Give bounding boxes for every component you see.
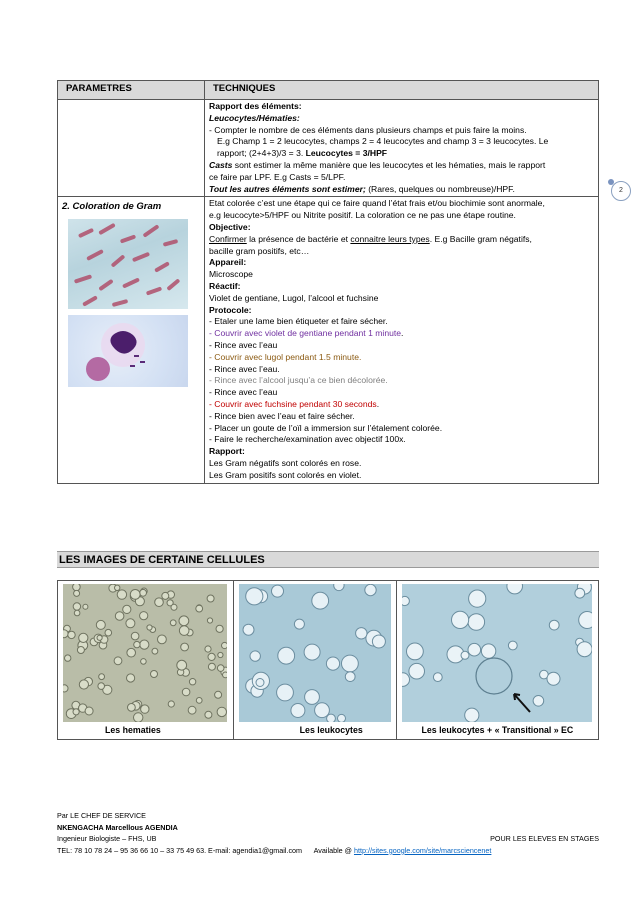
footer-website-link[interactable]: http://sites.google.com/site/marcsciencenet xyxy=(353,845,492,855)
objective-end: . E.g Bacille gram négatifs, xyxy=(429,233,532,244)
cell-shape xyxy=(73,603,80,610)
cell-shape xyxy=(291,704,305,718)
tout-term: Tout les autres éléments sont estimer; xyxy=(209,183,366,194)
caption-leukocytes: Les leukocytes xyxy=(299,725,363,735)
table-header-row xyxy=(58,81,599,100)
cell-shape xyxy=(141,705,149,713)
cell-shape xyxy=(223,672,228,678)
cell-images-row xyxy=(58,581,599,740)
cell-shape xyxy=(128,704,136,712)
param-cell-gram xyxy=(58,197,205,483)
example-line-1: E.g Champ 1 = 2 leucocytes, champs 2 = 4 leucocytes and champ 3 = 3 leucocytes. Le xyxy=(217,136,549,147)
caption-hematies: Les hematies xyxy=(105,725,161,735)
cell-shape xyxy=(245,588,262,605)
footer-role: Ingenieur Biologiste – FHS, UB xyxy=(57,834,157,844)
cell-shape xyxy=(80,680,89,689)
cell-shape xyxy=(294,619,304,629)
cell-shape xyxy=(509,641,518,650)
footer xyxy=(57,810,599,856)
cell-shape xyxy=(79,633,88,642)
cell-shape xyxy=(196,605,203,612)
cell-shape xyxy=(83,604,88,609)
cell-shape xyxy=(85,707,93,715)
appareil-value: Microscope xyxy=(209,269,253,280)
cell-shape xyxy=(304,644,320,660)
cell-shape xyxy=(579,612,592,629)
protocole-label: Protocole: xyxy=(209,304,252,315)
cell-shape xyxy=(276,684,293,701)
transitional-photo xyxy=(402,584,592,722)
cell-shape xyxy=(222,642,228,648)
cell-shape xyxy=(105,629,112,636)
protocol-step xyxy=(209,399,594,411)
cell-shape xyxy=(126,619,135,628)
cell-shape xyxy=(402,596,409,605)
cell-shape xyxy=(337,714,345,722)
cell-shape xyxy=(217,707,226,716)
image-cell-transitional xyxy=(396,581,598,740)
cell-shape xyxy=(547,672,560,685)
cell-shape xyxy=(65,655,71,661)
cell-shape xyxy=(465,708,479,722)
cell-shape xyxy=(326,657,339,670)
cell-shape xyxy=(179,616,189,626)
reactif-value: Violet de gentiane, Lugol, l’alcool et fuchsine xyxy=(209,292,379,303)
cell-shape xyxy=(117,590,126,599)
cell-shape xyxy=(190,679,196,685)
cell-shape xyxy=(99,674,105,680)
step-fuchsine: - Couvrir avec fuchsine pendant 30 seconds xyxy=(209,398,377,409)
table-row xyxy=(58,100,599,197)
cell-shape xyxy=(134,641,140,647)
cell-shape xyxy=(115,585,120,590)
appareil-label: Appareil: xyxy=(209,257,247,268)
cell-shape xyxy=(311,592,328,609)
cell-shape xyxy=(151,671,158,678)
cell-shape xyxy=(140,612,148,620)
cell-shape xyxy=(73,584,81,591)
cell-shape xyxy=(78,647,85,654)
objective-mid: la présence de bactérie et xyxy=(246,233,351,244)
cell-shape xyxy=(140,640,149,649)
cell-shape xyxy=(468,643,481,656)
compter-line: - Compter le nombre de ces éléments dans plusieurs champs et puis faire la moins. xyxy=(209,124,527,135)
cell-shape xyxy=(469,590,486,607)
gram-param-label: 2. Coloration de Gram xyxy=(62,201,162,213)
cell-shape xyxy=(131,590,141,600)
cell-shape xyxy=(209,663,216,670)
cell-shape xyxy=(158,635,167,644)
cell-shape xyxy=(147,625,152,630)
tout-text: (Rares, quelques ou nombreuse)/HPF. xyxy=(365,183,515,194)
cell-shape xyxy=(205,711,212,718)
cell-shape xyxy=(181,643,189,651)
cell-shape xyxy=(482,644,496,658)
cell-shape xyxy=(132,632,140,640)
cell-shape xyxy=(63,685,68,692)
cell-shape xyxy=(461,651,469,659)
gram-intro-2: e.g leucocyte>5/HPF ou Nitrite positif. La coloration ce ne pas une étape routine. xyxy=(209,210,516,221)
cell-shape xyxy=(171,620,177,626)
casts-line xyxy=(209,160,594,172)
transitional-cell-shape xyxy=(476,658,512,694)
header-techniques: TECHNIQUES xyxy=(205,81,599,100)
confirmer-text: Confirmer xyxy=(209,233,247,244)
cell-shape xyxy=(215,691,222,698)
cell-shape xyxy=(575,588,585,598)
image-cell-leukocytes xyxy=(233,581,396,740)
cell-shape xyxy=(409,663,425,679)
cell-images-table xyxy=(57,580,599,740)
cell-shape xyxy=(333,584,343,591)
cell-shape xyxy=(75,610,81,616)
cell-shape xyxy=(314,703,329,718)
technique-cell xyxy=(205,100,599,197)
footer-contact: TEL: 78 10 78 24 – 95 36 66 10 – 33 75 49 63. E-mail: agendia1@gmail.com xyxy=(57,845,303,855)
casts-text: sont estimer la même manière que les leucocytes et les hématies, mais le rapport xyxy=(232,159,546,170)
cell-shape xyxy=(152,648,158,654)
cell-shape xyxy=(372,635,385,648)
table-row xyxy=(58,197,599,483)
footer-contact-row xyxy=(57,845,599,857)
casts-term: Casts xyxy=(209,159,233,170)
protocol-step: - Faire le recherche/examination avec objectif 100x. xyxy=(209,434,406,445)
footer-audience: POUR LES ELEVES EN STAGES xyxy=(490,834,599,844)
cell-shape xyxy=(140,589,147,596)
cell-shape xyxy=(277,647,294,664)
cell-shape xyxy=(155,598,164,607)
caption-transitional: Les leukocytes + « Transitional » EC xyxy=(421,725,574,735)
cell-shape xyxy=(180,626,190,636)
cell-shape xyxy=(243,624,254,635)
cell-shape xyxy=(134,713,143,722)
cell-shape xyxy=(127,674,135,682)
protocol-step: - Rince avec l’eau xyxy=(209,339,278,350)
section-title: LES IMAGES DE CERTAINE CELLULES xyxy=(57,551,599,568)
gram-technique-cell xyxy=(205,197,599,483)
cell-shape xyxy=(407,643,424,660)
footer-available: Available @ xyxy=(313,845,354,855)
protocol-step: - Placer un goute de l’oïl a immersion sur l’étalement colorée. xyxy=(209,422,443,433)
reactif-label: Réactif: xyxy=(209,280,241,291)
cell-shape xyxy=(271,585,283,597)
protocol-step xyxy=(209,328,594,340)
header-parametres: PARAMETRES xyxy=(58,81,205,100)
cell-shape xyxy=(123,605,131,613)
protocol-step: - Rince avec l’alcool jusqu’a ce bien décolorée. xyxy=(209,375,388,386)
cell-shape xyxy=(218,652,223,657)
arrow-icon xyxy=(514,694,530,712)
cell-shape xyxy=(171,604,177,610)
cell-shape xyxy=(402,673,410,687)
cell-shape xyxy=(127,648,136,657)
leukocytes-photo xyxy=(239,584,391,722)
leucocytes-result: Leucocytes = 3/HPF xyxy=(305,148,388,159)
cell-shape xyxy=(98,683,105,690)
protocol-step: - Etaler une lame bien étiqueter et faire sécher. xyxy=(209,316,388,327)
objective-label: Objective: xyxy=(209,221,251,232)
cell-shape xyxy=(183,688,191,696)
cell-shape xyxy=(63,630,68,638)
cell-shape xyxy=(468,614,485,631)
cell-shape xyxy=(97,620,106,629)
cell-shape xyxy=(218,665,225,672)
leuco-hem-heading: Leucocytes/Hématies: xyxy=(209,112,300,123)
rapport-label: Rapport: xyxy=(209,446,245,457)
cell-shape xyxy=(216,625,223,632)
rapport-heading: Rapport des éléments: xyxy=(209,101,302,111)
protocol-step: - Rince avec l’eau xyxy=(209,387,278,398)
cell-shape xyxy=(168,701,174,707)
objective-line-2: bacille gram positifs, etc… xyxy=(209,245,310,256)
cell-shape xyxy=(345,672,355,682)
protocol-step: - Rince bien avec l’eau et faire sécher. xyxy=(209,410,355,421)
gram-stain-leukocyte-image xyxy=(68,315,188,387)
objective-line xyxy=(209,234,594,246)
footer-author-name: NKENGACHA Marcellous AGENDIA xyxy=(57,822,178,832)
cell-shape xyxy=(205,646,211,652)
cell-shape xyxy=(177,660,187,670)
casts-line-2: ce faire par LPF. E.g Casts = 5/LPF. xyxy=(209,171,346,182)
cell-shape xyxy=(341,655,358,672)
cell-shape xyxy=(188,706,196,714)
cell-shape xyxy=(355,628,366,639)
tout-line xyxy=(209,184,594,196)
rapport-negatif: Les Gram négatifs sont colorés en rose. xyxy=(209,457,362,468)
cell-shape xyxy=(507,584,523,594)
cell-shape xyxy=(141,659,147,665)
cell-shape xyxy=(114,657,122,665)
hematies-photo xyxy=(63,584,227,722)
cell-shape xyxy=(208,653,215,660)
step-dot: . xyxy=(376,398,380,409)
cell-shape xyxy=(550,620,560,630)
cell-shape xyxy=(577,642,592,657)
footer-by: Par LE CHEF DE SERVICE xyxy=(57,811,146,820)
cell-shape xyxy=(256,679,264,687)
cell-shape xyxy=(207,595,214,602)
cell-shape xyxy=(533,696,544,707)
param-cell-empty xyxy=(58,100,205,197)
cell-shape xyxy=(250,651,260,661)
step-dot: . xyxy=(401,328,404,339)
parameters-table xyxy=(57,80,599,484)
footer-role-row xyxy=(57,833,599,845)
cell-shape xyxy=(97,635,102,640)
cell-shape xyxy=(197,698,203,704)
example-text: rapport; (2+4+3)/3 = 3. xyxy=(217,148,306,159)
protocol-step: - Couvrir avec lugol pendant 1.5 minute. xyxy=(209,351,362,362)
cell-shape xyxy=(162,592,169,599)
cell-shape xyxy=(452,611,469,628)
types-text: connaitre leurs types xyxy=(350,233,430,244)
cell-shape xyxy=(304,690,319,705)
image-cell-hematies xyxy=(58,581,234,740)
example-line-2 xyxy=(209,148,594,160)
rapport-positif: Les Gram positifs sont colorés en violet. xyxy=(209,469,362,480)
page-number: 2 xyxy=(611,181,631,201)
cell-shape xyxy=(116,612,125,621)
cell-shape xyxy=(434,673,443,682)
cell-shape xyxy=(74,590,80,596)
step-violet: - Couvrir avec violet de gentiane pendant 1 minute xyxy=(209,328,402,339)
protocol-step: - Rince avec l’eau. xyxy=(209,363,280,374)
gram-intro-1: Etat colorée c’est une étape qui ce faire quand l’état frais et/ou biochimie sont anormale, xyxy=(209,198,545,209)
cell-shape xyxy=(68,631,75,638)
cell-shape xyxy=(208,618,213,623)
cell-shape xyxy=(364,584,375,595)
gram-stain-bacteria-image xyxy=(68,219,188,309)
